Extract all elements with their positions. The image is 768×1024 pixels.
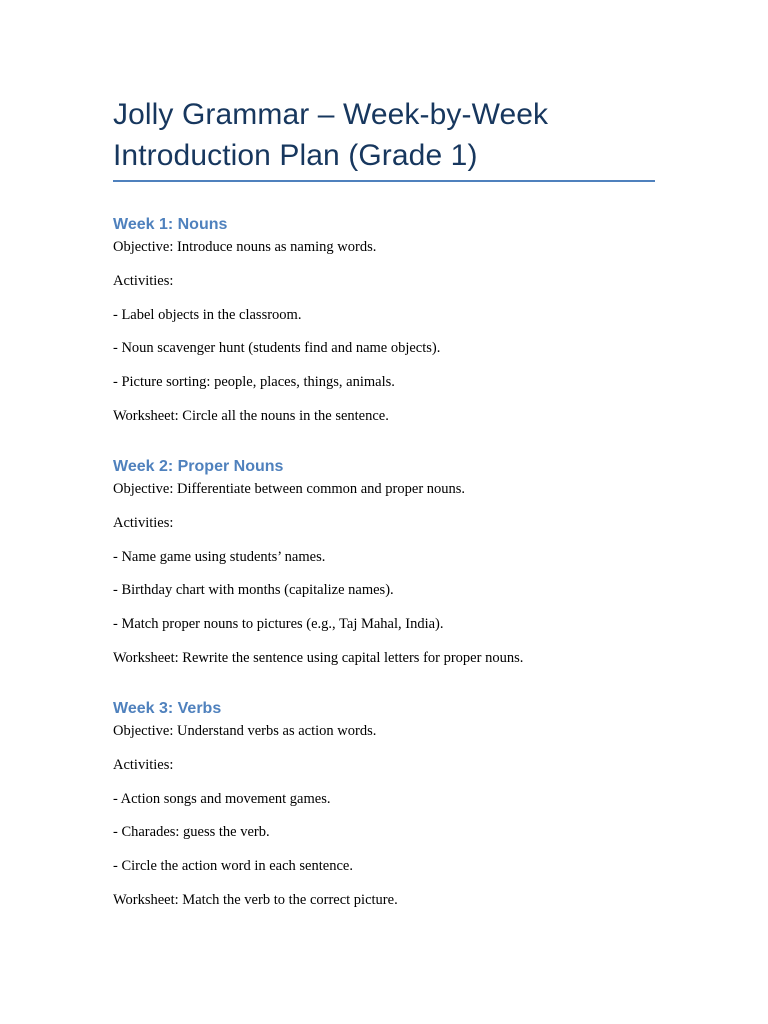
activity-item: - Action songs and movement games. (113, 790, 331, 807)
worksheet-text: Worksheet: Circle all the nouns in the sentence. (113, 407, 389, 424)
objective-text: Objective: Understand verbs as action words. (113, 722, 377, 739)
section-week-3 (113, 698, 655, 910)
activity-item: - Name game using students’ names. (113, 548, 326, 565)
activity-item: - Circle the action word in each sentence. (113, 858, 353, 875)
activity-item: - Noun scavenger hunt (students find and name objects). (113, 340, 441, 357)
worksheet-text: Worksheet: Rewrite the sentence using capital letters for proper nouns. (113, 649, 524, 666)
section-week-1 (113, 214, 655, 426)
title-line-1: Jolly Grammar – Week-by-Week (113, 98, 549, 131)
activity-item: - Picture sorting: people, places, things, animals. (113, 374, 395, 391)
document-page (113, 94, 655, 940)
activities-label: Activities: (113, 514, 174, 531)
objective-text: Objective: Differentiate between common and proper nouns. (113, 480, 466, 497)
document-title (113, 94, 655, 180)
activity-item: - Match proper nouns to pictures (e.g., Taj Mahal, India). (113, 616, 444, 633)
title-line-2: Introduction Plan (Grade 1) (113, 139, 478, 172)
activities-label: Activities: (113, 272, 174, 289)
title-underline (113, 180, 655, 182)
section-heading: Week 1: Nouns (113, 216, 228, 233)
worksheet-text: Worksheet: Match the verb to the correct picture. (113, 891, 398, 908)
activity-item: - Birthday chart with months (capitalize names). (113, 582, 394, 599)
activity-item: - Label objects in the classroom. (113, 306, 302, 323)
section-heading: Week 3: Verbs (113, 699, 222, 717)
section-week-2 (113, 456, 655, 668)
objective-text: Objective: Introduce nouns as naming words. (113, 239, 377, 255)
section-heading: Week 2: Proper Nouns (113, 457, 284, 475)
activities-label: Activities: (113, 756, 174, 773)
activity-item: - Charades: guess the verb. (113, 824, 270, 841)
